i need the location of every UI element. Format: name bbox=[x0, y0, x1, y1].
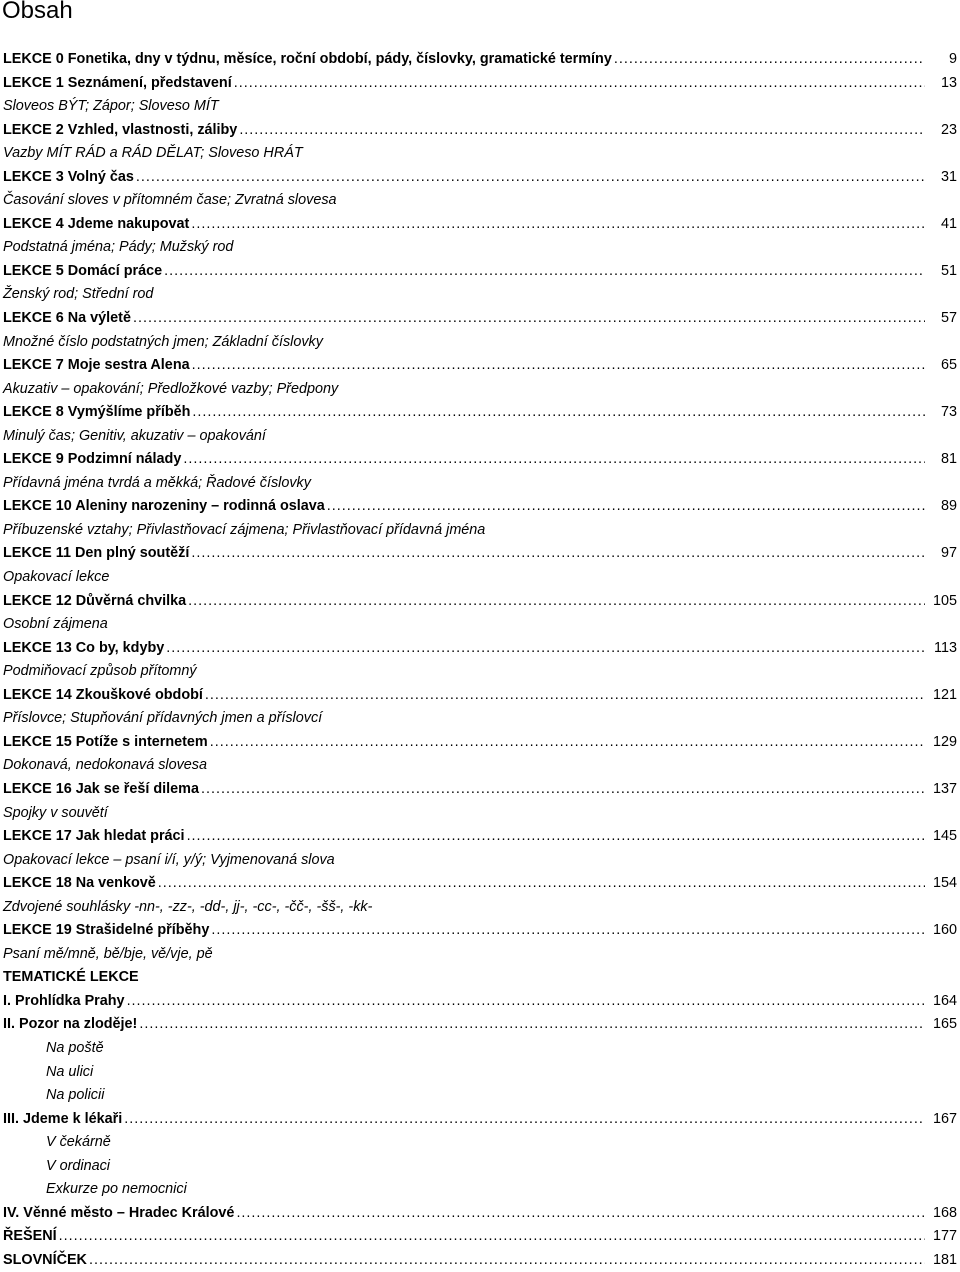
toc-entry-label: LEKCE 18 Na venkově bbox=[3, 875, 156, 892]
toc-subtopic: V ordinaci bbox=[46, 1157, 110, 1174]
toc-entry[interactable] bbox=[0, 166, 960, 190]
toc-entry-label: LEKCE 1 Seznámení, představení bbox=[3, 74, 232, 91]
toc-entry-page-number: 168 bbox=[932, 1204, 957, 1221]
toc-entry[interactable] bbox=[0, 119, 960, 143]
dot-leader bbox=[239, 119, 925, 143]
toc-entry-page-number: 65 bbox=[940, 357, 957, 374]
dot-leader bbox=[158, 872, 925, 896]
toc-subtopic: Podstatná jména; Pády; Mužský rod bbox=[3, 239, 234, 256]
toc-entry-label: LEKCE 10 Aleniny narozeniny – rodinná oslava bbox=[3, 498, 325, 515]
toc-subtopic: Na poště bbox=[46, 1039, 104, 1056]
toc-entry-label: LEKCE 8 Vymýšlíme příběh bbox=[3, 404, 191, 421]
dot-leader bbox=[187, 825, 925, 849]
toc-entry-label: LEKCE 9 Podzimní nálady bbox=[3, 451, 182, 468]
toc-entry-label: LEKCE 7 Moje sestra Alena bbox=[3, 357, 190, 374]
toc-subtopic: V čekárně bbox=[46, 1134, 111, 1151]
toc-entry-label: LEKCE 14 Zkouškové období bbox=[3, 686, 203, 703]
dot-leader bbox=[205, 684, 925, 708]
toc-entry[interactable] bbox=[0, 401, 960, 425]
toc-subtopic: Časování sloves v přítomném čase; Zvratná slovesa bbox=[3, 192, 337, 209]
toc-entry[interactable] bbox=[0, 1202, 960, 1226]
toc-entry-label: LEKCE 2 Vzhled, vlastnosti, záliby bbox=[3, 121, 238, 138]
toc-entry[interactable] bbox=[0, 1013, 960, 1037]
toc-subtopic: Spojky v souvětí bbox=[3, 804, 108, 821]
dot-leader bbox=[236, 1202, 925, 1226]
toc-subtopic: Podmiňovací způsob přítomný bbox=[3, 663, 197, 680]
toc-entry[interactable] bbox=[0, 731, 960, 755]
toc-entry-label: ŘEŠENÍ bbox=[3, 1228, 57, 1245]
toc-subtopic: Na ulici bbox=[46, 1063, 94, 1080]
toc-entry-label: I. Prohlídka Prahy bbox=[3, 992, 125, 1009]
dot-leader bbox=[191, 213, 925, 237]
toc-entry-label: II. Pozor na zloděje! bbox=[3, 1016, 138, 1033]
toc-entry-page-number: 177 bbox=[932, 1228, 957, 1245]
page-title: Obsah bbox=[2, 0, 73, 24]
toc-entry-page-number: 160 bbox=[932, 922, 957, 939]
toc-entry-label: LEKCE 19 Strašidelné příběhy bbox=[3, 922, 210, 939]
toc-subtopic: Dokonavá, nedokonavá slovesa bbox=[3, 757, 208, 774]
toc-entry-page-number: 137 bbox=[932, 780, 957, 797]
toc-entry[interactable] bbox=[0, 872, 960, 896]
toc-subtopic: Ženský rod; Střední rod bbox=[3, 286, 154, 303]
toc-entry[interactable] bbox=[0, 72, 960, 96]
toc-entry-label: LEKCE 15 Potíže s internetem bbox=[3, 733, 208, 750]
dot-leader bbox=[166, 637, 925, 661]
toc-entry[interactable] bbox=[0, 637, 960, 661]
toc-entry-page-number: 13 bbox=[940, 74, 957, 91]
toc-entry[interactable] bbox=[0, 684, 960, 708]
dot-leader bbox=[191, 542, 925, 566]
toc-subtopic: Příbuzenské vztahy; Přivlastňovací zájmena; Přivlastňovací přídavná jména bbox=[3, 521, 486, 538]
toc-subtopic: Akuzativ – opakování; Předložkové vazby; Předpony bbox=[3, 380, 339, 397]
toc-entry-label: LEKCE 16 Jak se řeší dilema bbox=[3, 780, 199, 797]
toc-entry-page-number: 73 bbox=[940, 404, 957, 421]
toc-subtopic: Přídavná jména tvrdá a měkká; Řadové číslovky bbox=[3, 474, 311, 491]
toc-entry-page-number: 9 bbox=[948, 51, 957, 67]
toc-entry[interactable] bbox=[0, 919, 960, 943]
toc-entry-page-number: 51 bbox=[940, 262, 957, 279]
toc-entry-page-number: 167 bbox=[932, 1110, 957, 1127]
dot-leader bbox=[201, 778, 925, 802]
toc-entry-page-number: 41 bbox=[940, 215, 957, 232]
dot-leader bbox=[327, 495, 925, 519]
toc-entry[interactable] bbox=[0, 1108, 960, 1132]
toc-entry-page-number: 113 bbox=[934, 639, 957, 656]
toc-entry[interactable] bbox=[0, 448, 960, 472]
toc-entry-label: LEKCE 13 Co by, kdyby bbox=[3, 639, 165, 656]
toc-entry[interactable] bbox=[0, 260, 960, 284]
toc-entry-page-number: 105 bbox=[932, 592, 957, 609]
toc-entry-page-number: 81 bbox=[940, 451, 957, 468]
toc-entry-label: LEKCE 12 Důvěrná chvilka bbox=[3, 592, 187, 609]
table-of-contents bbox=[0, 48, 960, 1272]
toc-entry-page-number: 89 bbox=[940, 498, 957, 515]
toc-entry-page-number: 154 bbox=[932, 875, 957, 892]
toc-section-heading: TEMATICKÉ LEKCE bbox=[3, 969, 139, 986]
dot-leader bbox=[192, 354, 925, 378]
toc-entry[interactable] bbox=[0, 495, 960, 519]
dot-leader bbox=[192, 401, 925, 425]
dot-leader bbox=[89, 1249, 925, 1272]
dot-leader bbox=[133, 307, 925, 331]
toc-entry-label: LEKCE 4 Jdeme nakupovat bbox=[3, 215, 190, 232]
dot-leader bbox=[139, 1013, 925, 1037]
dot-leader bbox=[127, 990, 925, 1014]
toc-subtopic: Osobní zájmena bbox=[3, 616, 108, 633]
dot-leader bbox=[124, 1108, 925, 1132]
dot-leader bbox=[164, 260, 925, 284]
dot-leader bbox=[136, 166, 925, 190]
toc-entry[interactable] bbox=[0, 542, 960, 566]
toc-subtopic: Příslovce; Stupňování přídavných jmen a příslovcí bbox=[3, 710, 323, 727]
toc-entry[interactable] bbox=[0, 990, 960, 1014]
toc-entry-label: III. Jdeme k lékaři bbox=[3, 1110, 123, 1127]
dot-leader bbox=[614, 48, 925, 72]
toc-entry[interactable] bbox=[0, 778, 960, 802]
toc-entry-page-number: 57 bbox=[940, 310, 957, 327]
toc-entry-label: LEKCE 5 Domácí práce bbox=[3, 262, 163, 279]
toc-subtopic: Množné číslo podstatných jmen; Základní číslovky bbox=[3, 333, 323, 350]
toc-entry[interactable] bbox=[0, 48, 960, 72]
toc-entry[interactable] bbox=[0, 213, 960, 237]
dot-leader bbox=[59, 1225, 925, 1249]
toc-entry-page-number: 23 bbox=[940, 121, 957, 138]
toc-entry-page-number: 165 bbox=[932, 1016, 957, 1033]
toc-entry-page-number: 31 bbox=[940, 168, 957, 185]
toc-subtopic: Minulý čas; Genitiv, akuzativ – opakování bbox=[3, 427, 266, 444]
toc-subtopic: Na policii bbox=[46, 1087, 105, 1104]
toc-entry-page-number: 145 bbox=[932, 828, 957, 845]
toc-subtopic: Sloveos BÝT; Zápor; Sloveso MÍT bbox=[3, 98, 219, 115]
toc-entry-page-number: 129 bbox=[932, 733, 957, 750]
toc-entry-label: LEKCE 6 Na výletě bbox=[3, 310, 131, 327]
toc-entry[interactable] bbox=[0, 1225, 960, 1249]
toc-subtopic: Opakovací lekce – psaní i/í, y/ý; Vyjmenovaná slova bbox=[3, 851, 335, 868]
toc-entry-label: SLOVNÍČEK bbox=[3, 1251, 87, 1268]
toc-entry[interactable] bbox=[0, 307, 960, 331]
toc-entry[interactable] bbox=[0, 1249, 960, 1272]
toc-entry-page-number: 181 bbox=[932, 1251, 957, 1268]
toc-entry[interactable] bbox=[0, 590, 960, 614]
toc-entry-label: LEKCE 17 Jak hledat práci bbox=[3, 828, 185, 845]
dot-leader bbox=[234, 72, 925, 96]
dot-leader bbox=[210, 731, 925, 755]
toc-entry-page-number: 121 bbox=[932, 686, 957, 703]
toc-entry-page-number: 164 bbox=[932, 992, 957, 1009]
toc-subtopic: Psaní mě/mně, bě/bje, vě/vje, pě bbox=[3, 945, 213, 962]
toc-subtopic: Vazby MÍT RÁD a RÁD DĚLAT; Sloveso HRÁT bbox=[3, 145, 303, 162]
toc-subtopic: Opakovací lekce bbox=[3, 569, 110, 586]
toc-entry-label: LEKCE 3 Volný čas bbox=[3, 168, 134, 185]
toc-subtopic: Exkurze po nemocnici bbox=[46, 1181, 187, 1198]
toc-entry-label: LEKCE 0 Fonetika, dny v týdnu, měsíce, roční období, pády, číslovky, gramatické termíny bbox=[3, 51, 612, 67]
toc-entry[interactable] bbox=[0, 354, 960, 378]
toc-entry[interactable] bbox=[0, 825, 960, 849]
toc-entry-label: LEKCE 11 Den plný soutěží bbox=[3, 545, 190, 562]
dot-leader bbox=[183, 448, 925, 472]
toc-entry-label: IV. Věnné město – Hradec Králové bbox=[3, 1204, 235, 1221]
toc-entry-page-number: 97 bbox=[940, 545, 957, 562]
toc-subtopic: Zdvojené souhlásky -nn-, -zz-, -dd-, jj-, -cc-, -čč-, -šš-, -kk- bbox=[3, 898, 373, 915]
dot-leader bbox=[211, 919, 925, 943]
dot-leader bbox=[188, 590, 925, 614]
